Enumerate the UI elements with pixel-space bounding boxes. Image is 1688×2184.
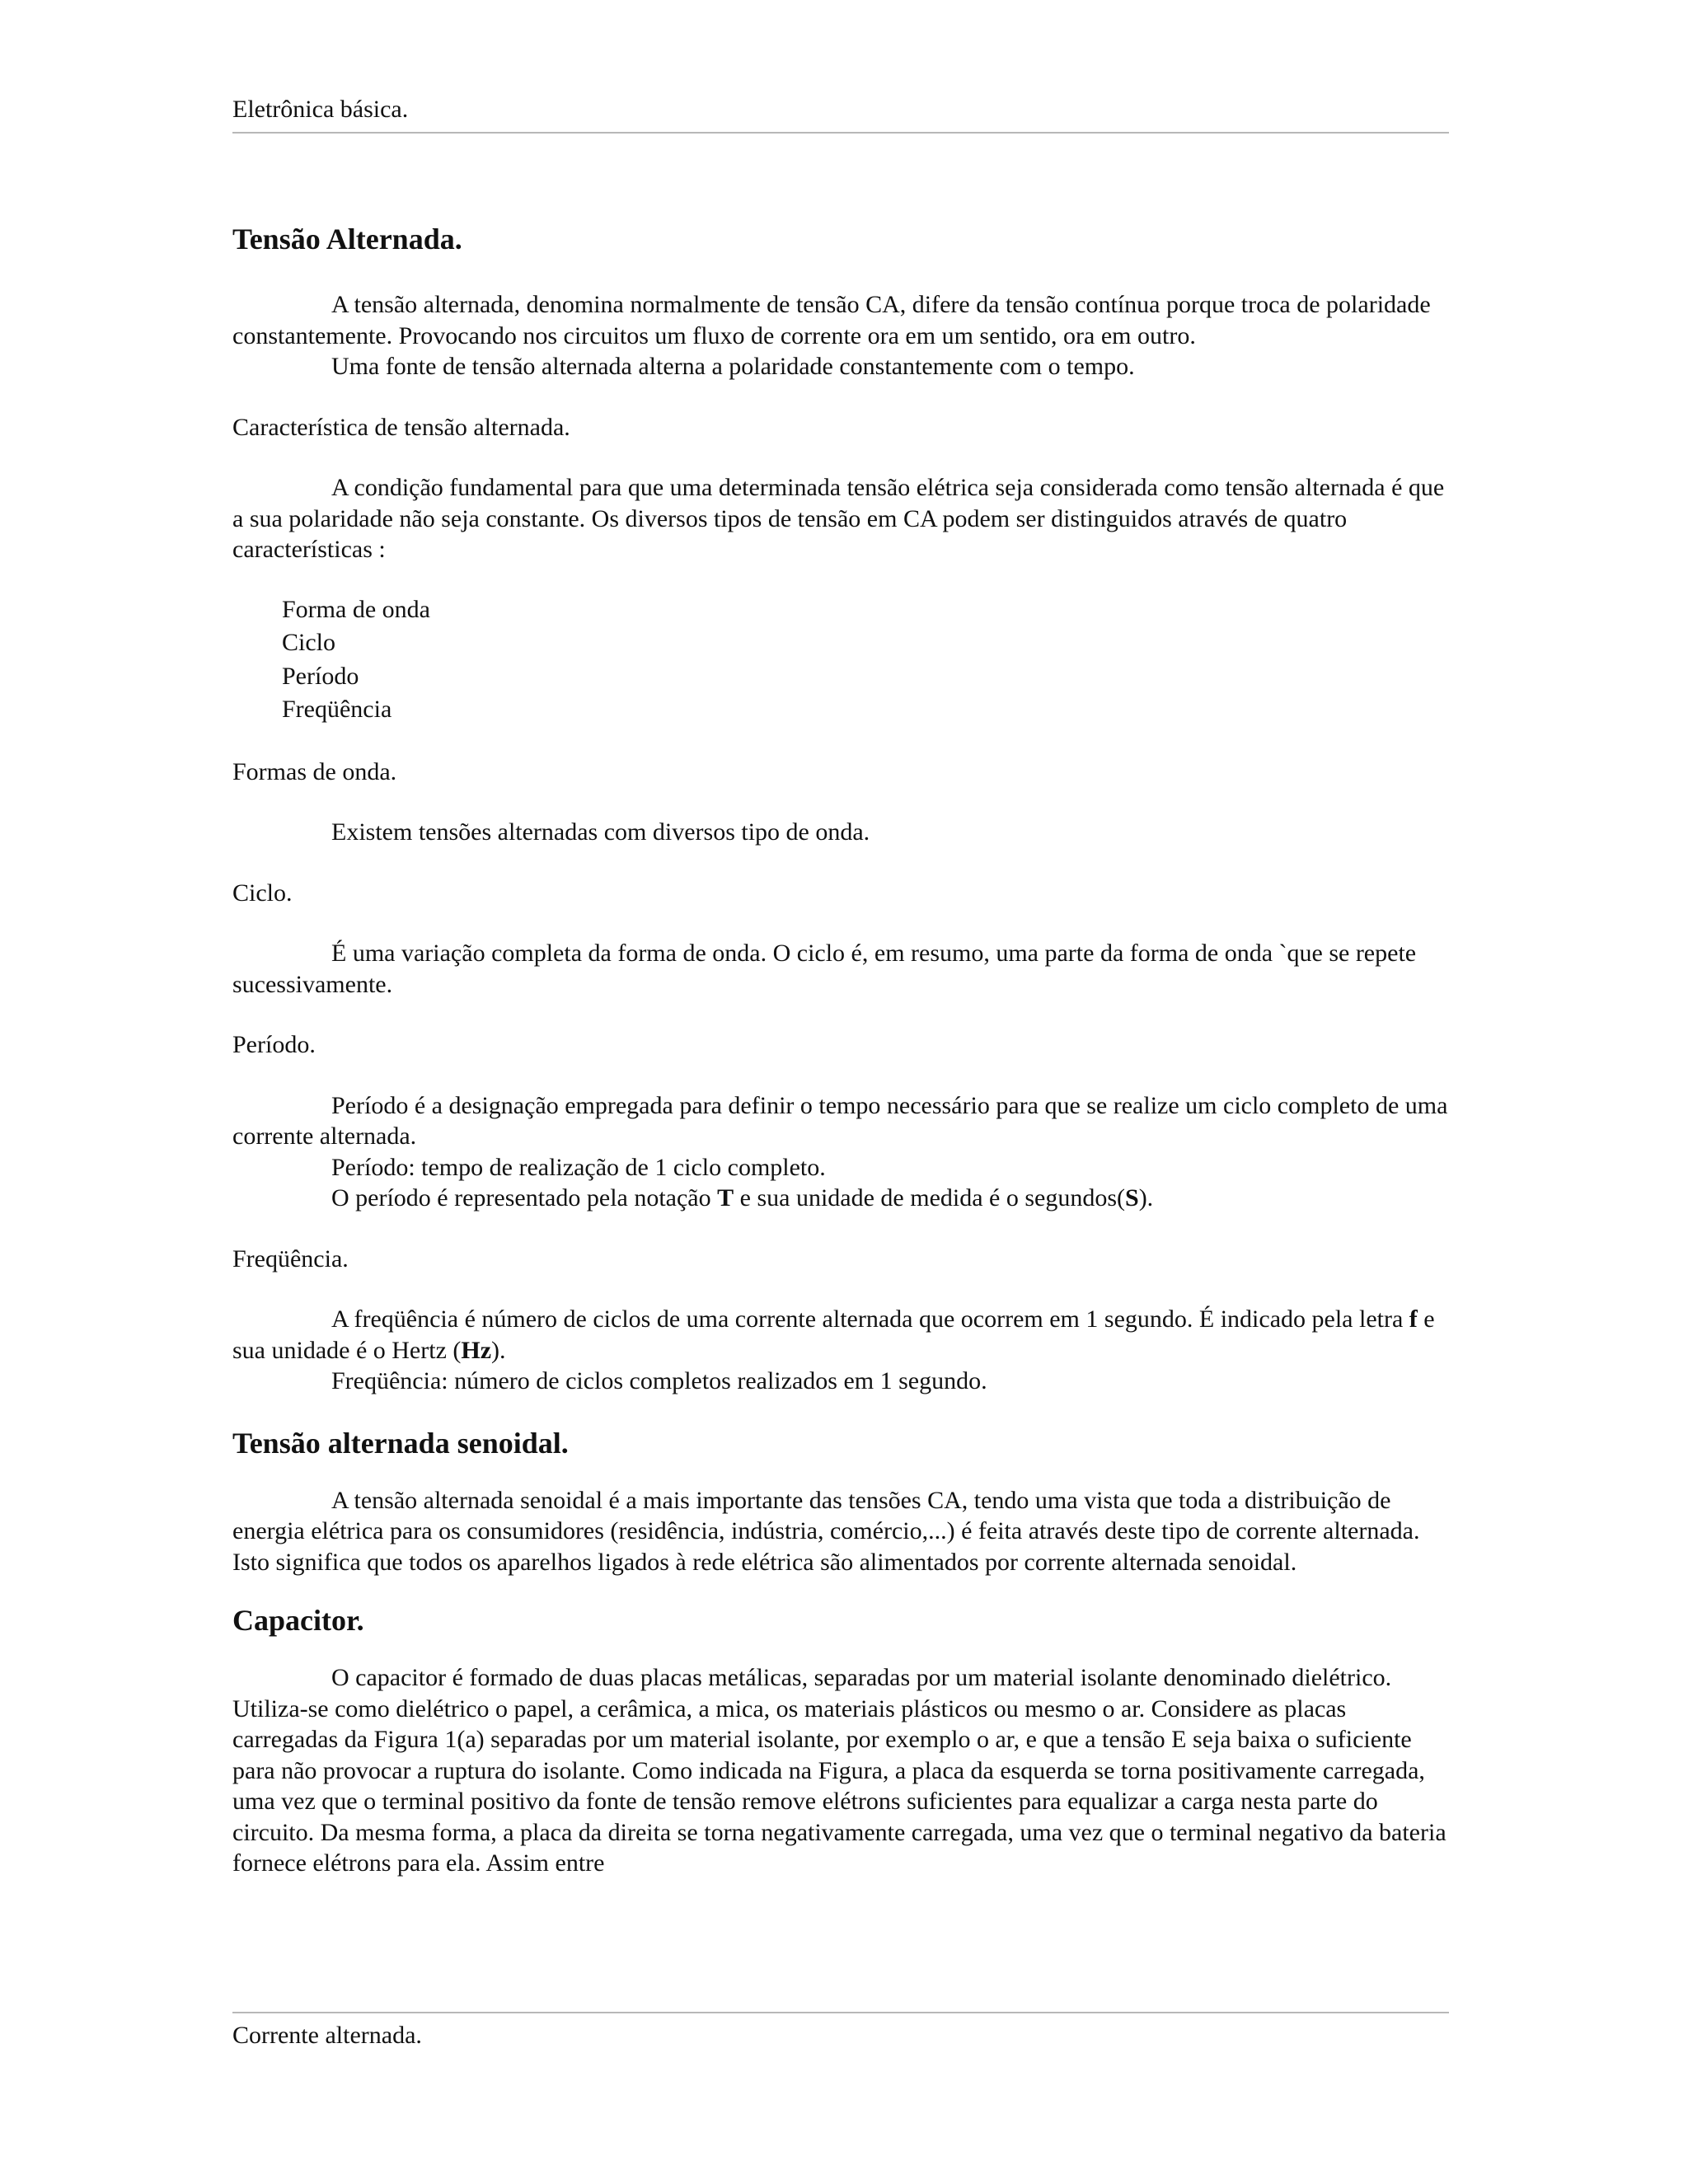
heading-tensao-senoidal: Tensão alternada senoidal.: [232, 1426, 569, 1460]
page-content: [232, 221, 1449, 1879]
notation-f: f: [1409, 1305, 1418, 1333]
paragraph: A condição fundamental para que uma determinada tensão elétrica seja considerada como tensão alternada é que a sua polaridade não seja constante. Os diversos tipos de tensão em CA podem ser distinguidos através de quatro características :: [232, 474, 1445, 563]
paragraph: A tensão alternada senoidal é a mais importante das tensões CA, tendo uma vista que toda a distribuição de energia elétrica para os consumidores (residência, indústria, comércio,...) é feita através deste tipo de corrente alternada. Isto significa que todos os aparelhos ligados à rede elétrica são alimentados por corrente alternada senoidal.: [232, 1486, 1420, 1576]
header-rule: [232, 132, 1449, 134]
list-item: Freqüência: [282, 696, 392, 723]
paragraph: Período: tempo de realização de 1 ciclo completo.: [331, 1153, 826, 1181]
list-item: Forma de onda: [282, 595, 430, 623]
page-footer: Corrente alternada.: [232, 2022, 422, 2049]
footer-rule: [232, 2012, 1449, 2013]
subheading-frequencia: Freqüência.: [232, 1244, 349, 1272]
notation-t: T: [717, 1184, 734, 1212]
text-run: A freqüência é número de ciclos de uma corrente alternada que ocorrem em 1 segundo. É indicado pela letra: [331, 1305, 1409, 1333]
paragraph: O capacitor é formado de duas placas metálicas, separadas por um material isolante denominado dielétrico. Utiliza-se como dielétrico o papel, a cerâmica, a mica, os materiais plásticos ou mesmo o ar. Considere as placas carregadas da Figura 1(a) separadas por um material isolante, por exemplo o ar, e que a tensão E seja baixa o suficiente para não provocar a ruptura do isolante. Como indicada na Figura, a placa da esquerda se torna positivamente carregada, uma vez que o terminal positivo da fonte de tensão remove elétrons suficientes para equalizar a carga nesta parte do circuito. Da mesma forma, a placa da direita se torna negativamente carregada, uma vez que o terminal negativo da bateria fornece elétrons para ela. Assim entre: [232, 1664, 1447, 1877]
list-item: Ciclo: [282, 629, 335, 656]
paragraph: Freqüência: número de ciclos completos realizados em 1 segundo.: [331, 1367, 987, 1394]
text-run: e sua unidade é o Hertz (: [232, 1305, 1435, 1364]
page-header: Eletrônica básica.: [232, 96, 409, 123]
paragraph: É uma variação completa da forma de onda. O ciclo é, em resumo, uma parte da forma de onda `que se repete sucessivamente.: [232, 940, 1417, 998]
paragraph: [232, 1304, 1449, 1366]
text-run: e sua unidade de medida é o segundos(: [734, 1184, 1125, 1212]
subheading-ciclo: Ciclo.: [232, 879, 293, 907]
unit-hz: Hz: [461, 1336, 492, 1364]
text-run: O período é representado pela notação: [331, 1184, 718, 1212]
heading-capacitor: Capacitor.: [232, 1604, 364, 1637]
paragraph: Uma fonte de tensão alternada alterna a polaridade constantemente com o tempo.: [331, 353, 1135, 380]
subheading-formas: Formas de onda.: [232, 757, 397, 785]
paragraph: A tensão alternada, denomina normalmente de tensão CA, difere da tensão contínua porque troca de polaridade constantemente. Provocando nos circuitos um fluxo de corrente ora em um sentido, ora em outro.: [232, 291, 1431, 349]
paragraph: [232, 1183, 1449, 1214]
heading-tensao-alternada: Tensão Alternada.: [232, 223, 462, 255]
paragraph: Existem tensões alternadas com diversos tipo de onda.: [331, 818, 870, 846]
unit-s: S: [1125, 1184, 1139, 1212]
text-run: ).: [491, 1336, 506, 1364]
subheading-periodo: Período.: [232, 1031, 316, 1058]
text-run: ).: [1138, 1184, 1154, 1212]
characteristics-list: [232, 593, 1449, 727]
paragraph: Período é a designação empregada para definir o tempo necessário para que se realize um ciclo completo de uma corrente alternada.: [232, 1091, 1448, 1150]
subheading-caracteristica: Característica de tensão alternada.: [232, 413, 570, 441]
list-item: Período: [282, 662, 359, 690]
